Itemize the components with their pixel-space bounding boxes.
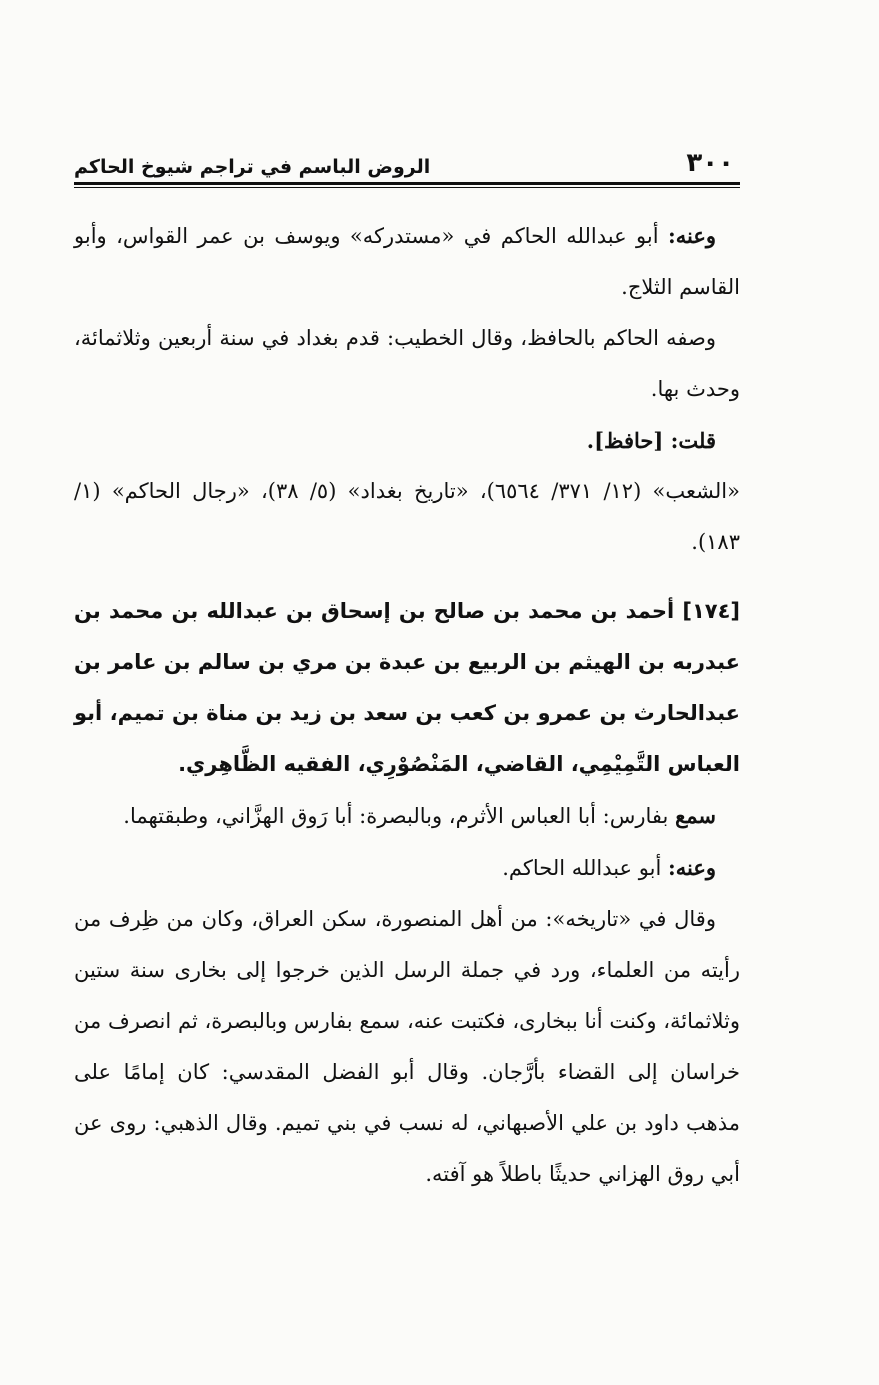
paragraph-text: أبو عبدالله الحاكم. (502, 856, 668, 880)
paragraph-label: وعنه: (667, 223, 716, 248)
paragraph-note: قلت: [حافظ]. (586, 428, 716, 453)
paragraph (74, 790, 740, 842)
paragraph-text: أبو عبدالله الحاكم في «مستدركه» ويوسف بن عمر القواس، وأبو القاسم الثلاج. (74, 224, 740, 299)
biography-entry-heading: [١٧٤] أحمد بن محمد بن صالح بن إسحاق بن عبدالله بن محمد بن عبدربه بن الهيثم بن الربيع بن عبدة بن مري بن سالم بن عامر بن عبدالحارث بن عمرو بن كعب بن سعد بن زيد بن مناة بن تميم، أبو العباس التَّمِيْمِي، القاضي، المَنْصُوْرِي، الفقيه الظَّاهِري. (74, 599, 740, 776)
paragraph: وقال في «تاريخه»: من أهل المنصورة، سكن العراق، وكان من ظِرف من رأيته من العلماء، ورد في جملة الرسل الذين خرجوا إلى بخارى سنة ستين وثلاثمائة، وكنت أنا ببخارى، فكتبت عنه، سمع بفارس وبالبصرة، ثم انصرف من خراسان إلى القضاء بأرَّجان. وقال أبو الفضل المقدسي: كان إمامًا على مذهب داود بن علي الأصبهاني، له نسب في بني تميم. وقال الذهبي: روى عن أبي روق الهزاني حديثًا باطلاً هو آفته. (74, 907, 740, 1186)
header-rule-thin (74, 187, 740, 188)
page-header (74, 138, 740, 178)
paragraph (74, 842, 740, 894)
page-number: ٣٠٠ (686, 148, 734, 178)
page-body (74, 210, 740, 1200)
spacer (74, 568, 740, 586)
paragraph-label: سمع (675, 803, 716, 828)
paragraph (74, 210, 740, 313)
paragraph-label: وعنه: (667, 855, 716, 880)
paragraph: وصفه الحاكم بالحافظ، وقال الخطيب: قدم بغداد في سنة أربعين وثلاثمائة، وحدث بها. (74, 326, 740, 401)
paragraph-references: «الشعب» (١٢/ ٣٧١/ ٦٥٦٤)، «تاريخ بغداد» (٥/ ٣٨)، «رجال الحاكم» (١/ ١٨٣). (74, 479, 740, 554)
header-rule (74, 182, 740, 185)
book-page (74, 138, 740, 1358)
running-title: الروض الباسم في تراجم شيوخ الحاكم (74, 156, 431, 178)
paragraph-text: بفارس: أبا العباس الأثرم، وبالبصرة: أبا رَوق الهزَّاني، وطبقتهما. (123, 804, 676, 828)
